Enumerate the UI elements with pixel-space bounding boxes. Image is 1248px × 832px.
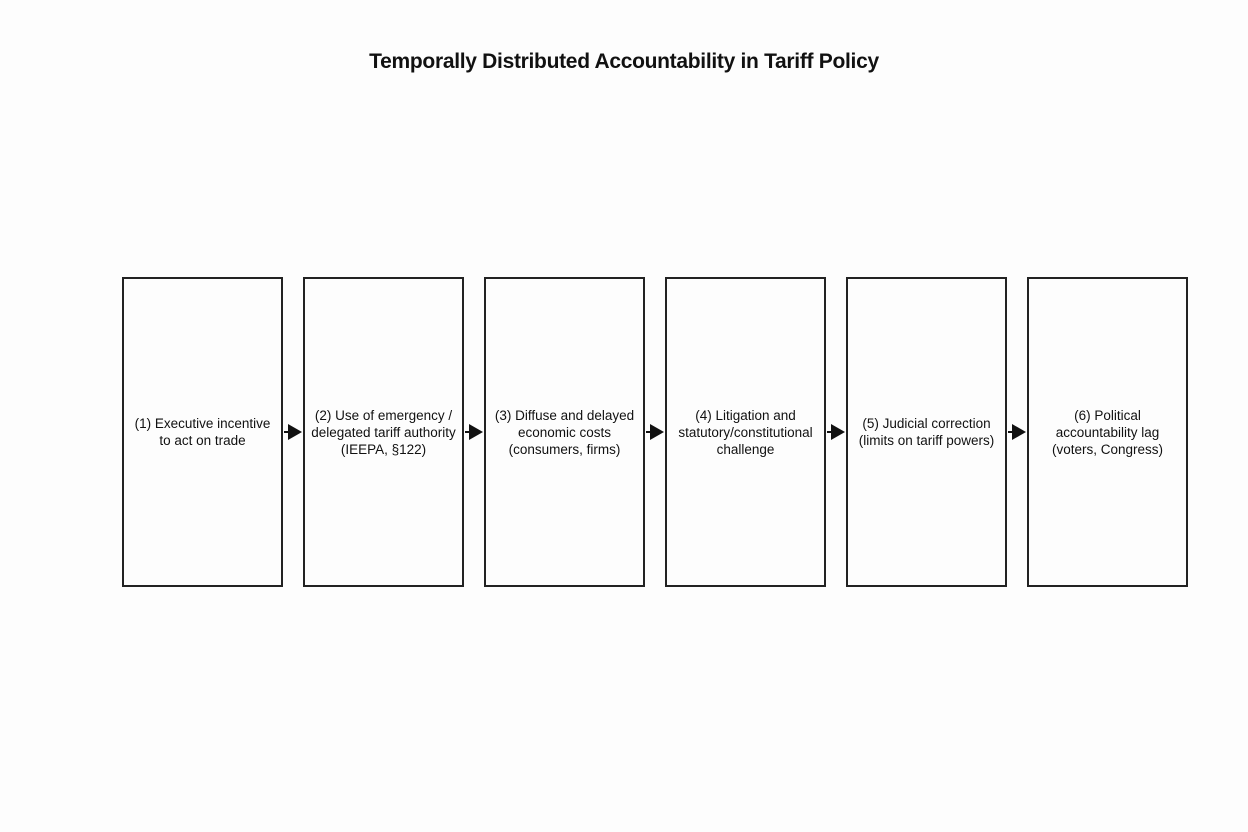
step-label: (1) Executive incentive to act on trade — [134, 416, 271, 448]
diagram-title: Temporally Distributed Accountability in Tariff Policy — [369, 50, 879, 73]
step-3-box — [484, 277, 645, 587]
step-label: (4) Litigation and statutory/constitutional challenge — [678, 407, 813, 457]
step-5-box — [846, 277, 1007, 587]
step-4-box — [665, 277, 826, 587]
step-label: (5) Judicial correction (limits on tariff powers) — [858, 416, 995, 448]
step-label: (2) Use of emergency / delegated tariff authority (IEEPA, §122) — [311, 407, 456, 457]
arrow-right-icon — [650, 424, 664, 440]
arrow-right-icon — [1012, 424, 1026, 440]
step-label: (6) Political accountability lag (voters, Congress) — [1051, 407, 1164, 457]
arrow-right-icon — [469, 424, 483, 440]
arrow-right-icon — [288, 424, 302, 440]
step-2-box — [303, 277, 464, 587]
arrow-right-icon — [831, 424, 845, 440]
step-1-box — [122, 277, 283, 587]
step-label: (3) Diffuse and delayed economic costs (consumers, firms) — [494, 407, 635, 457]
step-6-box — [1027, 277, 1188, 587]
